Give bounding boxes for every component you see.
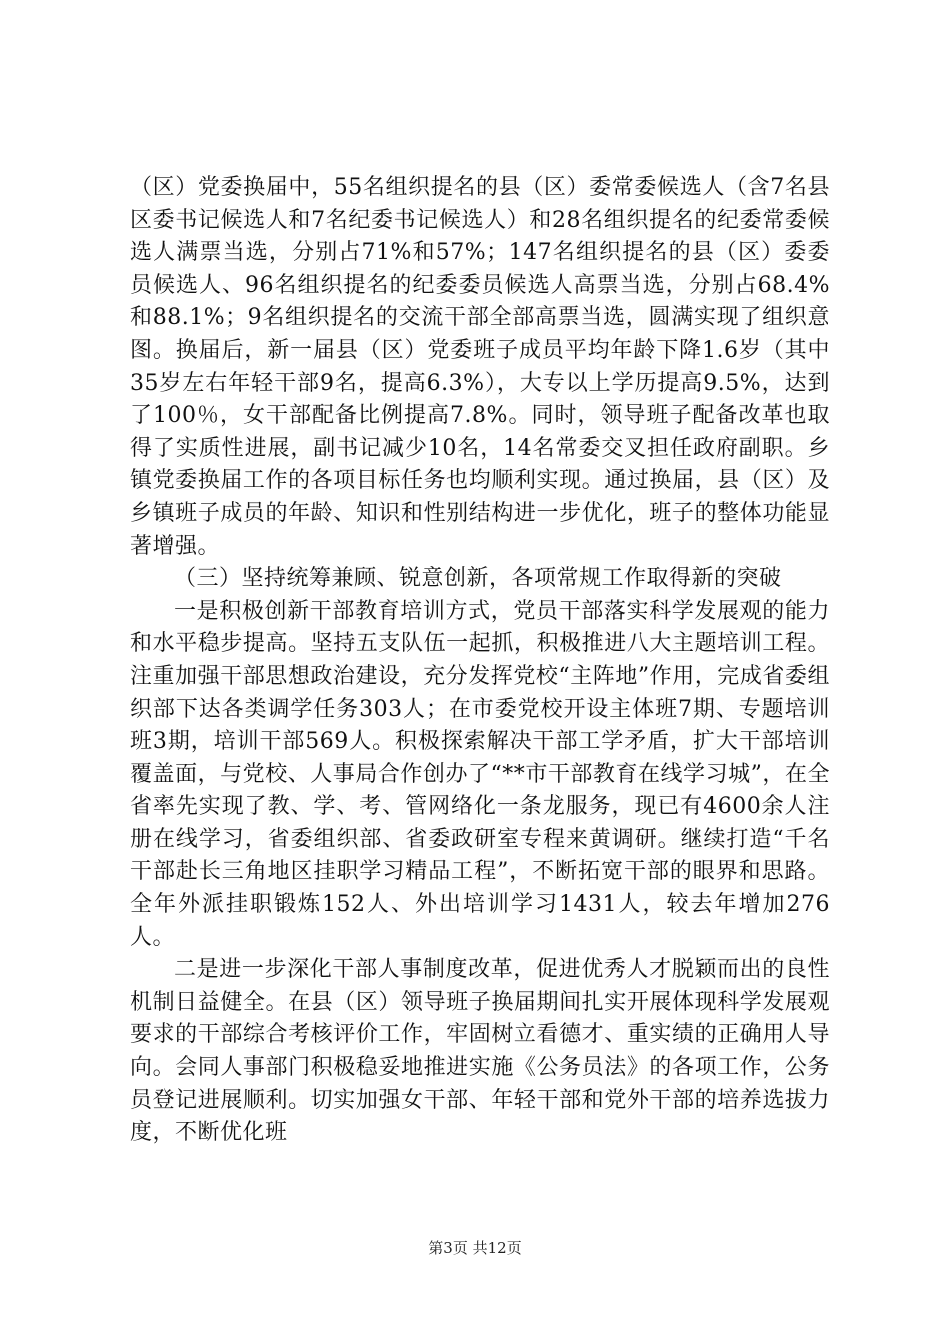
paragraph-training: 一是积极创新干部教育培训方式，党员干部落实科学发展观的能力和水平稳步提高。坚持五支队伍一起抓，积极推进八大主题培训工程。注重加强干部思想政治建设，充分发挥党校“主阵地”作用，完成省委组织部下达各类调学任务303人；在市委党校开设主体班7期、专题培训班3期，培训干部569人。积极探索解决干部工学矛盾，扩大干部培训覆盖面，与党校、人事局合作创办了“**市干部教育在线学习城”，在全省率先实现了教、学、考、管网络化一条龙服务，现已有4600余人注册在线学习，省委组织部、省委政研室专程来黄调研。继续打造“千名干部赴长三角地区挂职学习精品工程”，不断拓宽干部的眼界和思路。全年外派挂职锻炼152人、外出培训学习1431人，较去年增加276人。 [130, 598, 830, 950]
document-body [130, 172, 830, 1150]
paragraph-personnel-reform: 二是进一步深化干部人事制度改革，促进优秀人才脱颖而出的良性机制日益健全。在县（区）领导班子换届期间扎实开展体现科学发展观要求的干部综合考核评价工作，牢固树立看德才、重实绩的正确用人导向。会同人事部门积极稳妥地推进实施《公务员法》的各项工作，公务员登记进展顺利。切实加强女干部、年轻干部和党外干部的培养选拔力度，不断优化班 [130, 957, 830, 1146]
page-footer: 第3页 共12页 [428, 1239, 522, 1257]
section-heading: （三）坚持统筹兼顾、锐意创新，各项常规工作取得新的突破 [174, 566, 782, 592]
paragraph-election-results: （区）党委换届中，55名组织提名的县（区）委常委候选人（含7名县区委书记候选人和7名纪委书记候选人）和28名组织提名的纪委常委候选人满票当选，分别占71%和57%；147名组织提名的县（区）委委员候选人、96名组织提名的纪委委员候选人高票当选，分别占68.4%和88.1%；9名组织提名的交流干部全部高票当选，圆满实现了组织意图。换届后，新一届县（区）党委班子成员平均年龄下降1.6岁（其中35岁左右年轻干部9名，提高6.3%），大专以上学历提高9.5%，达到了100％，女干部配备比例提高7.8%。同时，领导班子配备改革也取得了实质性进展，副书记减少10名，14名常委交叉担任政府副职。乡镇党委换届工作的各项目标任务也均顺利实现。通过换届，县（区）及乡镇班子成员的年龄、知识和性别结构进一步优化，班子的整体功能显著增强。 [130, 175, 830, 559]
